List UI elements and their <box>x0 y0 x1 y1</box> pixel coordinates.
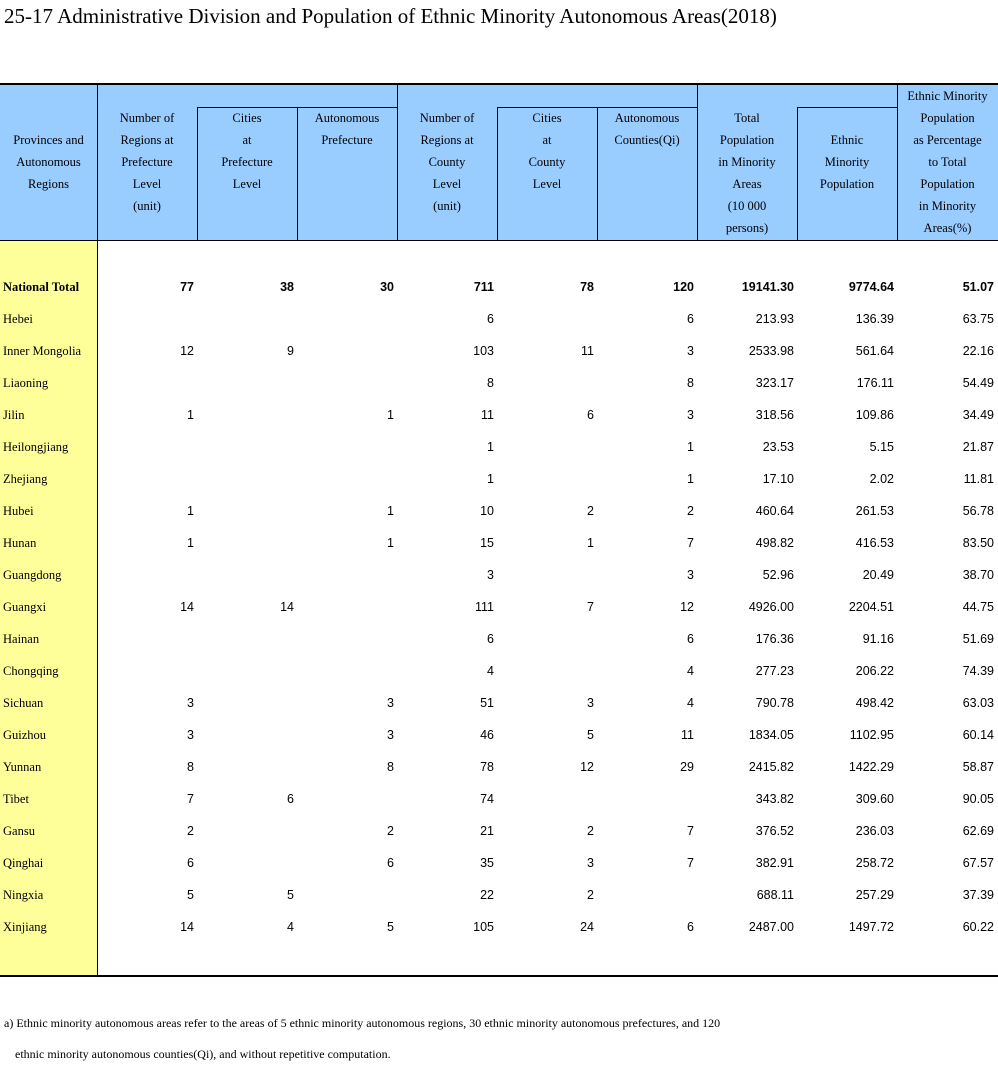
header-line: Population <box>920 177 975 191</box>
table-cell: 35 <box>480 856 494 870</box>
row-label: Tibet <box>3 792 29 806</box>
table-cell: 3 <box>487 568 494 582</box>
table-cell: 9 <box>287 344 294 358</box>
table-cell: 688.11 <box>756 888 794 902</box>
table-row <box>0 591 998 623</box>
table-cell: 11 <box>481 408 494 422</box>
table-cell: 74 <box>480 792 494 806</box>
table-cell: 1102.95 <box>849 728 894 742</box>
header-line: at <box>542 133 552 147</box>
header-line: Level <box>232 177 262 191</box>
table-row <box>0 655 998 687</box>
row-label: Liaoning <box>3 376 49 390</box>
header-line: Level <box>432 177 462 191</box>
header-line: Autonomous <box>314 111 380 125</box>
row-label: Guizhou <box>3 728 47 742</box>
header-line: in Minority <box>718 155 776 169</box>
header-group-rule <box>797 107 897 108</box>
table-cell: 1 <box>387 408 394 422</box>
table-cell: 14 <box>180 920 194 934</box>
table-cell: 38 <box>280 280 294 294</box>
table-cell: 318.56 <box>755 408 794 422</box>
header-divider <box>297 107 298 240</box>
table-cell: 1 <box>687 472 694 486</box>
header-divider <box>497 107 498 240</box>
table-cell: 8 <box>187 760 194 774</box>
table-cell: 1 <box>187 408 194 422</box>
header-line: Areas(%) <box>923 221 972 235</box>
header-line: Regions at <box>120 133 174 147</box>
table-cell: 3 <box>387 728 394 742</box>
table-cell: 51.69 <box>962 632 994 646</box>
table-cell: 63.03 <box>962 696 994 710</box>
table-cell: 78 <box>580 280 594 294</box>
table-cell: 416.53 <box>855 536 894 550</box>
table-cell: 12 <box>680 600 694 614</box>
table-cell: 711 <box>473 280 494 294</box>
header-divider <box>197 107 198 240</box>
table-cell: 58.87 <box>962 760 994 774</box>
header-line: Ethnic <box>830 133 864 147</box>
table-row <box>0 751 998 783</box>
table-cell: 11 <box>581 344 594 358</box>
row-label: Xinjiang <box>3 920 47 934</box>
header-line: Population <box>920 111 975 125</box>
header-county-auto <box>597 107 697 151</box>
table-cell: 2204.51 <box>848 600 894 614</box>
header-line: Regions <box>28 177 69 191</box>
table-cell: 323.17 <box>755 376 794 390</box>
table-cell: 15 <box>480 536 494 550</box>
row-label: Zhejiang <box>3 472 48 486</box>
table-row <box>0 463 998 495</box>
header-line: (unit) <box>133 199 161 213</box>
table-cell: 2 <box>687 504 694 518</box>
table-cell: 1 <box>487 472 494 486</box>
header-line: Autonomous <box>16 155 81 169</box>
table-row <box>0 687 998 719</box>
table-cell: 4926.00 <box>748 600 794 614</box>
table-cell: 2 <box>587 504 594 518</box>
table-cell: 1 <box>587 536 594 550</box>
table-cell: 14 <box>280 600 294 614</box>
header-line: to Total <box>928 155 967 169</box>
header-percentage <box>897 85 998 239</box>
table-cell: 5 <box>287 888 294 902</box>
table-cell: 10 <box>480 504 494 518</box>
table-cell: 24 <box>580 920 594 934</box>
table-row <box>0 559 998 591</box>
table-cell: 7 <box>687 536 694 550</box>
table-cell: 382.91 <box>755 856 794 870</box>
table-cell: 12 <box>180 344 194 358</box>
header-line: Population <box>819 177 875 191</box>
table-row <box>0 399 998 431</box>
header-line: Number of <box>419 111 475 125</box>
table-cell: 8 <box>387 760 394 774</box>
table-cell: 3 <box>187 728 194 742</box>
table-cell: 14 <box>180 600 194 614</box>
header-line: Prefecture <box>121 155 173 169</box>
table-cell: 54.49 <box>962 376 994 390</box>
row-label: Jilin <box>3 408 25 422</box>
header-line: at <box>242 133 252 147</box>
header-pref-cities <box>197 107 297 195</box>
table-cell: 9774.64 <box>848 280 894 294</box>
table-cell: 561.64 <box>855 344 894 358</box>
header-line: Cities <box>532 111 562 125</box>
table-cell: 60.14 <box>962 728 994 742</box>
row-label: Chongqing <box>3 664 59 678</box>
table-cell: 2533.98 <box>748 344 794 358</box>
table-cell: 6 <box>387 856 394 870</box>
table-row <box>0 431 998 463</box>
table-cell: 34.49 <box>962 408 994 422</box>
table-cell: 1834.05 <box>748 728 794 742</box>
header-line: Counties(Qi) <box>614 133 680 147</box>
table-cell: 22.16 <box>962 344 994 358</box>
header-line: Minority <box>824 155 870 169</box>
table-cell: 6 <box>687 312 694 326</box>
table-cell: 90.05 <box>962 792 994 806</box>
table-cell: 7 <box>687 856 694 870</box>
table-cell: 20.49 <box>862 568 894 582</box>
table-cell: 206.22 <box>855 664 894 678</box>
table-row <box>0 815 998 847</box>
header-line: in Minority <box>918 199 977 213</box>
header-line: (unit) <box>433 199 461 213</box>
table-cell: 4 <box>487 664 494 678</box>
table-cell: 6 <box>487 312 494 326</box>
row-label: Gansu <box>3 824 35 838</box>
table-cell: 1497.72 <box>848 920 894 934</box>
table-cell: 51 <box>480 696 494 710</box>
header-total-pop <box>697 107 797 239</box>
table-cell: 12 <box>580 760 594 774</box>
table-cell: 3 <box>387 696 394 710</box>
table-cell: 3 <box>587 696 594 710</box>
row-label: Sichuan <box>3 696 44 710</box>
header-group-rule <box>197 107 397 108</box>
table-cell: 2 <box>587 824 594 838</box>
header-line: County <box>428 155 466 169</box>
header-line: (10 000 <box>727 199 767 213</box>
header-divider <box>897 85 898 240</box>
row-label: Hubei <box>3 504 34 518</box>
row-label: Heilongjiang <box>3 440 69 454</box>
table-cell: 1 <box>687 440 694 454</box>
row-label: Yunnan <box>3 760 42 774</box>
table-cell: 5.15 <box>869 440 894 454</box>
header-line: Number of <box>119 111 175 125</box>
table-cell: 6 <box>187 856 194 870</box>
table-cell: 2487.00 <box>748 920 794 934</box>
table-row <box>0 335 998 367</box>
table-cell: 4 <box>687 696 694 710</box>
table-cell: 2 <box>587 888 594 902</box>
table-cell: 51.07 <box>962 280 994 294</box>
table-cell: 6 <box>287 792 294 806</box>
table-cell: 120 <box>673 280 694 294</box>
table-cell: 3 <box>187 696 194 710</box>
table-cell: 105 <box>473 920 494 934</box>
table-cell: 1 <box>187 536 194 550</box>
table-cell: 111 <box>474 600 494 614</box>
row-label: Hainan <box>3 632 40 646</box>
table-row <box>0 367 998 399</box>
header-divider <box>97 85 98 240</box>
table-cell: 790.78 <box>755 696 794 710</box>
table-header <box>0 85 998 241</box>
header-line: Cities <box>232 111 262 125</box>
header-line: persons) <box>725 221 769 235</box>
table-cell: 62.69 <box>962 824 994 838</box>
page-title: 25-17 Administrative Division and Population of Ethnic Minority Autonomous Areas(2018) <box>4 4 777 28</box>
table-cell: 277.23 <box>755 664 794 678</box>
table-cell: 498.42 <box>855 696 894 710</box>
table-row <box>0 783 998 815</box>
table-cell: 109.86 <box>855 408 894 422</box>
footnote-line-2: ethnic minority autonomous counties(Qi), and without repetitive computation. <box>15 1047 391 1061</box>
table-cell: 46 <box>480 728 494 742</box>
table-cell: 37.39 <box>962 888 994 902</box>
table-cell: 1 <box>387 504 394 518</box>
header-pref-num <box>97 107 197 217</box>
table-cell: 258.72 <box>855 856 894 870</box>
table-cell: 1 <box>487 440 494 454</box>
table-cell: 91.16 <box>862 632 894 646</box>
header-line: Level <box>132 177 162 191</box>
table-cell: 2.02 <box>869 472 894 486</box>
header-line: Total <box>734 111 760 125</box>
row-label: Hebei <box>3 312 33 326</box>
header-line: Level <box>532 177 562 191</box>
table-cell: 6 <box>587 408 594 422</box>
table-cell: 19141.30 <box>741 280 794 294</box>
table-cell: 30 <box>380 280 394 294</box>
row-label: Guangxi <box>3 600 47 614</box>
header-line: Regions at <box>420 133 474 147</box>
table-cell: 3 <box>687 408 694 422</box>
table-cell: 44.75 <box>962 600 994 614</box>
table-cell: 3 <box>587 856 594 870</box>
table-cell: 22 <box>480 888 494 902</box>
table-cell: 83.50 <box>962 536 994 550</box>
footnote-line-1: a) Ethnic minority autonomous areas refer to the areas of 5 ethnic minority autonomous regions, 30 ethnic minority autonomous prefectures, and 120 <box>4 1016 721 1030</box>
header-divider <box>697 85 698 240</box>
row-label: Inner Mongolia <box>3 344 82 358</box>
header-ethnic-pop <box>797 129 897 195</box>
table-cell: 3 <box>687 568 694 582</box>
table-cell: 236.03 <box>855 824 894 838</box>
table-cell: 4 <box>287 920 294 934</box>
table-cell: 21.87 <box>962 440 994 454</box>
table-cell: 8 <box>687 376 694 390</box>
table-row <box>0 303 998 335</box>
header-line: Ethnic Minority <box>907 89 988 103</box>
row-label: National Total <box>3 280 80 294</box>
table-cell: 213.93 <box>755 312 794 326</box>
table-cell: 52.96 <box>762 568 794 582</box>
table-cell: 21 <box>480 824 494 838</box>
table-cell: 460.64 <box>755 504 794 518</box>
table-cell: 103 <box>473 344 494 358</box>
header-line: County <box>528 155 566 169</box>
table-cell: 3 <box>687 344 694 358</box>
table-cell: 6 <box>687 920 694 934</box>
table-cell: 7 <box>587 600 594 614</box>
header-line: Provinces and <box>13 133 84 147</box>
table-row <box>0 495 998 527</box>
header-provinces <box>0 129 97 195</box>
header-line: Prefecture <box>321 133 373 147</box>
table-cell: 11.81 <box>963 472 994 486</box>
row-label: Guangdong <box>3 568 62 582</box>
table-cell: 2 <box>387 824 394 838</box>
header-group-rule <box>497 107 697 108</box>
table-cell: 7 <box>687 824 694 838</box>
table-cell: 74.39 <box>962 664 994 678</box>
row-label: Ningxia <box>3 888 44 902</box>
table-row <box>0 623 998 655</box>
table-cell: 4 <box>687 664 694 678</box>
table-row <box>0 719 998 751</box>
table-cell: 8 <box>487 376 494 390</box>
table-cell: 2415.82 <box>748 760 794 774</box>
table-cell: 5 <box>587 728 594 742</box>
table-cell: 309.60 <box>855 792 894 806</box>
table-cell: 38.70 <box>962 568 994 582</box>
table-cell: 343.82 <box>755 792 794 806</box>
table-cell: 29 <box>680 760 694 774</box>
table-cell: 257.29 <box>855 888 894 902</box>
table-cell: 56.78 <box>962 504 994 518</box>
table-cell: 77 <box>180 280 194 294</box>
header-line: Areas <box>732 177 762 191</box>
table-cell: 60.22 <box>962 920 994 934</box>
table-cell: 2 <box>187 824 194 838</box>
table-row <box>0 879 998 911</box>
table-row <box>0 911 998 943</box>
table-row <box>0 527 998 559</box>
table-cell: 7 <box>187 792 194 806</box>
header-divider <box>597 107 598 240</box>
table-cell: 11 <box>681 728 694 742</box>
header-pref-auto <box>297 107 397 151</box>
table-cell: 67.57 <box>962 856 994 870</box>
data-table <box>0 83 998 977</box>
table-cell: 136.39 <box>855 312 894 326</box>
header-county-num <box>397 107 497 217</box>
header-line: as Percentage <box>913 133 982 147</box>
table-row-total <box>0 271 998 303</box>
header-line: Autonomous <box>614 111 680 125</box>
table-cell: 23.53 <box>762 440 794 454</box>
table-cell: 376.52 <box>755 824 794 838</box>
table-cell: 5 <box>187 888 194 902</box>
table-cell: 5 <box>387 920 394 934</box>
row-label: Qinghai <box>3 856 44 870</box>
row-label: Hunan <box>3 536 37 550</box>
table-cell: 498.82 <box>755 536 794 550</box>
table-cell: 1 <box>387 536 394 550</box>
header-line: Prefecture <box>221 155 273 169</box>
table-cell: 176.11 <box>856 376 894 390</box>
table-cell: 176.36 <box>755 632 794 646</box>
table-cell: 6 <box>487 632 494 646</box>
table-cell: 261.53 <box>855 504 894 518</box>
table-cell: 78 <box>480 760 494 774</box>
header-divider <box>397 85 398 240</box>
table-cell: 63.75 <box>962 312 994 326</box>
table-cell: 1422.29 <box>848 760 894 774</box>
table-cell: 1 <box>187 504 194 518</box>
table-row <box>0 847 998 879</box>
table-cell: 17.10 <box>762 472 794 486</box>
header-divider <box>797 107 798 240</box>
header-county-cities <box>497 107 597 195</box>
header-line: Population <box>719 133 775 147</box>
table-cell: 6 <box>687 632 694 646</box>
